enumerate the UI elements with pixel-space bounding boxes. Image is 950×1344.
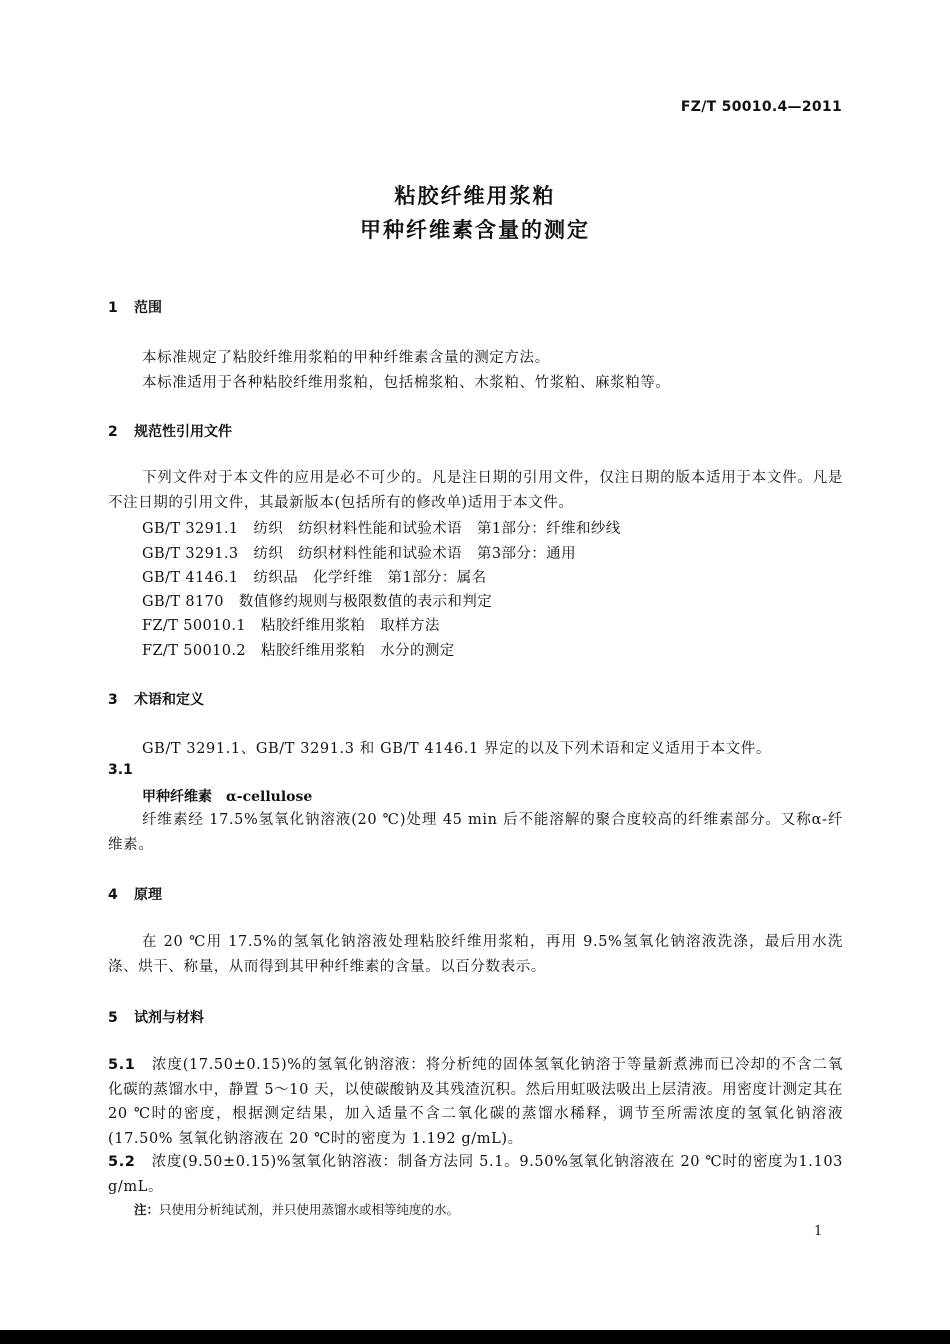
reference-item: GB/T 3291.3 纺织 纺织材料性能和试验术语 第3部分：通用 — [142, 546, 576, 562]
clause-number: 5.2 — [108, 1154, 136, 1170]
term-english: α-cellulose — [226, 789, 313, 805]
document-title-line2: 甲种纤维素含量的测定 — [360, 218, 590, 242]
subclause-number: 3.1 — [108, 762, 133, 778]
section-number: 5 — [108, 1010, 118, 1026]
reagent-item-5-2 — [108, 1150, 843, 1199]
note-label: 注： — [134, 1202, 160, 1217]
term-definition: 纤维素经 17.5%氢氧化钠溶液(20 ℃)处理 45 min 后不能溶解的聚合度较高的纤维素部分。又称α-纤维素。 — [108, 812, 843, 853]
reference-item: GB/T 8170 数值修约规则与极限数值的表示和判定 — [142, 594, 493, 610]
clause-number: 5.1 — [108, 1057, 136, 1073]
reagent-item-5-1 — [108, 1053, 843, 1151]
reference-item: FZ/T 50010.2 粘胶纤维用浆粕 水分的测定 — [142, 643, 455, 659]
section-title: 术语和定义 — [134, 692, 204, 708]
reference-item: GB/T 3291.1 纺织 纺织材料性能和试验术语 第1部分：纤维和纱线 — [142, 521, 621, 537]
section-number: 3 — [108, 692, 118, 708]
section-title: 试剂与材料 — [134, 1010, 204, 1026]
scope-paragraph-2: 本标准适用于各种粘胶纤维用浆粕，包括棉浆粕、木浆粕、竹浆粕、麻浆粕等。 — [142, 375, 671, 391]
section-heading-normative-references — [108, 421, 232, 441]
section-number: 2 — [108, 424, 118, 440]
terms-intro: GB/T 3291.1、GB/T 3291.3 和 GB/T 4146.1 界定的以及下列术语和定义适用于本文件。 — [142, 741, 771, 757]
bottom-border — [0, 1330, 950, 1344]
references-intro: 下列文件对于本文件的应用是必不可少的。凡是注日期的引用文件，仅注日期的版本适用于本文件。凡是不注日期的引用文件，其最新版本(包括所有的修改单)适用于本文件。 — [108, 470, 843, 511]
page-number: 1 — [814, 1224, 823, 1239]
scope-paragraph-1: 本标准规定了粘胶纤维用浆粕的甲种纤维素含量的测定方法。 — [142, 350, 550, 366]
clause-text: 浓度(9.50±0.15)%氢氧化钠溶液：制备方法同 5.1。9.50%氢氧化钠溶液在 20 ℃时的密度为1.103 g/mL。 — [108, 1154, 843, 1195]
section-heading-terms — [108, 689, 204, 709]
standard-number: FZ/T 50010.4—2011 — [680, 99, 842, 115]
section-number: 1 — [108, 300, 118, 316]
section-title: 规范性引用文件 — [134, 424, 232, 440]
section-title: 范围 — [134, 300, 162, 316]
principle-paragraph: 在 20 ℃用 17.5%的氢氧化钠溶液处理粘胶纤维用浆粕，再用 9.5%氢氧化钠溶液洗涤，最后用水洗涤、烘干、称量，从而得到其甲种纤维素的含量。以百分数表示。 — [108, 934, 843, 975]
term-entry — [142, 786, 312, 806]
section-title: 原理 — [134, 887, 162, 903]
section-heading-reagents — [108, 1007, 204, 1027]
section-heading-principle — [108, 884, 162, 904]
reference-item: GB/T 4146.1 纺织品 化学纤维 第1部分：属名 — [142, 570, 487, 586]
note-text: 只使用分析纯试剂，并只使用蒸馏水或相等纯度的水。 — [159, 1202, 460, 1217]
section-number: 4 — [108, 887, 118, 903]
section-heading-scope — [108, 297, 162, 317]
reference-item: FZ/T 50010.1 粘胶纤维用浆粕 取样方法 — [142, 618, 440, 634]
document-title-line1: 粘胶纤维用浆粕 — [394, 184, 556, 208]
note — [134, 1200, 459, 1218]
term-chinese: 甲种纤维素 — [142, 789, 212, 805]
clause-text: 浓度(17.50±0.15)%的氢氧化钠溶液：将分析纯的固体氢氧化钠溶于等量新煮沸而已冷却的不含二氧化碳的蒸馏水中，静置 5～10 天，以使碳酸钠及其残渣沉积。然后用虹吸法吸出上层清液。用密度计测定其在 20 ℃时的密度，根据测定结果，加入适量不含二氧化碳的蒸馏水稀释，调节至所需浓度的氢氧化钠溶液(17.50% 氢氧化钠溶液在 20 ℃时的密度为 1.192 g/mL)。 — [108, 1057, 843, 1147]
